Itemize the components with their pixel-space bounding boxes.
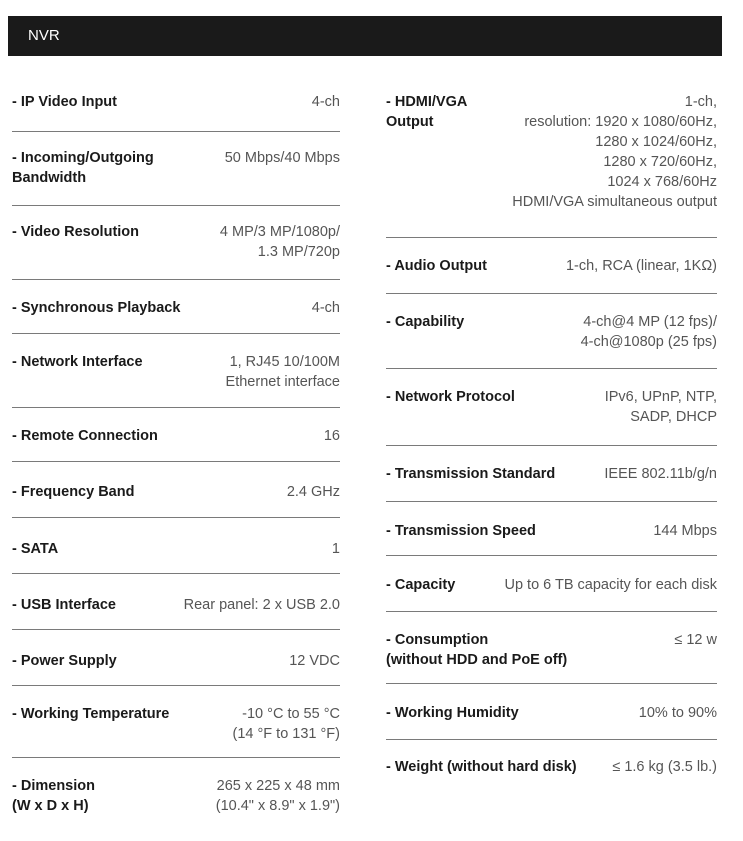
spec-label: - HDMI/VGA Output — [386, 94, 468, 130]
spec-label: - Frequency Band — [12, 484, 135, 500]
spec-value: 4-ch — [311, 300, 340, 316]
spec-label: - USB Interface — [12, 597, 116, 613]
spec-value: 10% to 90% — [638, 705, 717, 721]
spec-value: -10 °C to 55 °C (14 °F to 131 °F) — [232, 706, 340, 742]
spec-row-working-temperature — [12, 686, 340, 758]
spec-row-consumption — [386, 612, 717, 684]
spec-row-dimension — [12, 758, 340, 828]
spec-label: - Network Interface — [12, 354, 143, 370]
spec-label: - Audio Output — [386, 258, 487, 274]
spec-row-sata — [12, 518, 340, 574]
spec-value: Rear panel: 2 x USB 2.0 — [183, 597, 340, 613]
spec-value: 1 — [331, 541, 340, 557]
spec-row-hdmi-vga-output — [386, 76, 717, 238]
spec-row-capacity — [386, 556, 717, 612]
spec-label: - Consumption (without HDD and PoE off) — [386, 632, 568, 668]
spec-label: - Remote Connection — [12, 428, 158, 444]
spec-row-weight — [386, 740, 717, 790]
spec-value: 1-ch, resolution: 1920 x 1080/60Hz, 1280 x 1024/60Hz, 1280 x 720/60Hz, 1024 x 768/60Hz HDMI/VGA simultaneous output — [512, 94, 717, 210]
spec-label: - Capability — [386, 314, 465, 330]
spec-row-frequency-band — [12, 462, 340, 518]
spec-label: - Transmission Speed — [386, 523, 536, 539]
spec-row-working-humidity — [386, 684, 717, 740]
spec-row-audio-output — [386, 238, 717, 294]
spec-value: 265 x 225 x 48 mm (10.4" x 8.9" x 1.9") — [215, 778, 340, 814]
spec-value: IPv6, UPnP, NTP, SADP, DHCP — [604, 389, 717, 425]
spec-label: - Working Temperature — [12, 706, 170, 722]
spec-column-right — [386, 76, 717, 790]
spec-row-transmission-standard — [386, 446, 717, 502]
spec-row-ip-video-input — [12, 76, 340, 132]
spec-value: ≤ 12 w — [674, 632, 717, 648]
spec-value: 4 MP/3 MP/1080p/ 1.3 MP/720p — [219, 224, 340, 260]
header-title: NVR — [28, 27, 60, 44]
spec-row-network-protocol — [386, 369, 717, 446]
spec-value: 1-ch, RCA (linear, 1KΩ) — [565, 258, 717, 274]
spec-row-network-interface — [12, 334, 340, 408]
spec-header-bar — [8, 16, 722, 56]
spec-label: - Working Humidity — [386, 705, 519, 721]
spec-label: - Incoming/Outgoing Bandwidth — [12, 150, 154, 186]
spec-value: 4-ch — [311, 94, 340, 110]
spec-row-power-supply — [12, 630, 340, 686]
spec-value: IEEE 802.11b/g/n — [604, 466, 717, 482]
spec-row-synchronous-playback — [12, 280, 340, 334]
spec-value: 12 VDC — [289, 653, 340, 669]
spec-row-usb-interface — [12, 574, 340, 630]
spec-label: - Dimension (W x D x H) — [12, 778, 95, 814]
spec-value: 1, RJ45 10/100M Ethernet interface — [225, 354, 340, 390]
spec-row-bandwidth — [12, 132, 340, 206]
spec-label: - SATA — [12, 541, 59, 557]
spec-label: - Synchronous Playback — [12, 300, 181, 316]
spec-label: - Video Resolution — [12, 224, 140, 240]
spec-label: - Power Supply — [12, 653, 117, 669]
spec-value: 16 — [323, 428, 340, 444]
spec-label: - Network Protocol — [386, 389, 515, 405]
spec-row-transmission-speed — [386, 502, 717, 556]
spec-label: - IP Video Input — [12, 94, 117, 110]
spec-value: ≤ 1.6 kg (3.5 lb.) — [612, 759, 717, 775]
spec-label: - Transmission Standard — [386, 466, 556, 482]
spec-value: 144 Mbps — [653, 523, 717, 539]
spec-value: Up to 6 TB capacity for each disk — [504, 577, 717, 593]
spec-row-capability — [386, 294, 717, 369]
spec-row-video-resolution — [12, 206, 340, 280]
spec-value: 2.4 GHz — [286, 484, 340, 500]
spec-column-left — [12, 76, 340, 828]
spec-label: - Capacity — [386, 577, 456, 593]
spec-value: 4-ch@4 MP (12 fps)/ 4-ch@1080p (25 fps) — [580, 314, 717, 350]
spec-row-remote-connection — [12, 408, 340, 462]
spec-label: - Weight (without hard disk) — [386, 759, 577, 775]
spec-value: 50 Mbps/40 Mbps — [224, 150, 340, 166]
